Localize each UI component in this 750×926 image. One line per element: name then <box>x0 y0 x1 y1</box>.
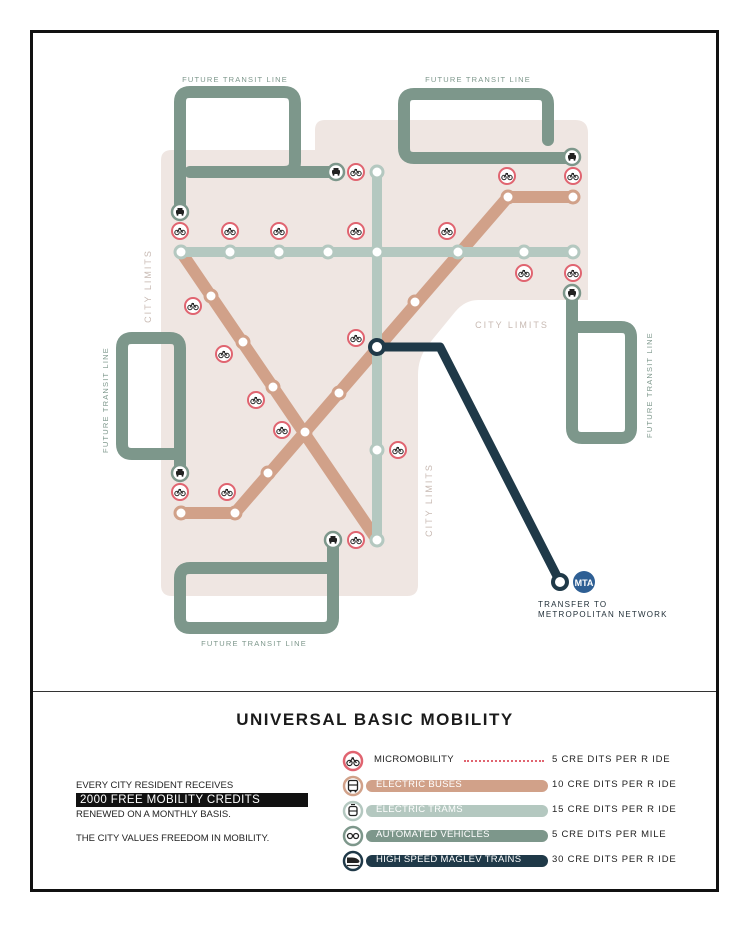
bike-icon <box>172 484 188 500</box>
bike-icon <box>348 223 364 239</box>
legend-row-micromobility <box>342 750 682 772</box>
tram-station <box>273 246 285 258</box>
future-line-label-top-right: FUTURE TRANSIT LINE <box>425 75 531 84</box>
bike-icon <box>271 223 287 239</box>
legend-cost-label: 30 CRE DITS PER R IDE <box>552 854 677 865</box>
car-icon <box>172 204 188 220</box>
bus-station <box>299 426 311 438</box>
bus-station <box>409 296 421 308</box>
tram-station <box>322 246 334 258</box>
city-limits-label-left: CITY LIMITS <box>143 249 153 323</box>
bus-station <box>205 290 217 302</box>
legend-mode-label: MICROMOBILITY <box>374 754 454 765</box>
bike-icon <box>348 330 364 346</box>
legend-row-automated-vehicles <box>342 825 682 847</box>
legend <box>342 750 682 880</box>
legend-micromobility-dots <box>464 760 544 762</box>
bike-icon <box>348 532 364 548</box>
transfer-label-line1: TRANSFER TO <box>538 600 608 609</box>
bus-station <box>333 387 345 399</box>
legend-cost-label: 10 CRE DITS PER R IDE <box>552 779 677 790</box>
future-loop-right <box>572 295 631 438</box>
legend-mode-label: ELECTRIC BUSES <box>376 779 463 790</box>
bus-station <box>267 381 279 393</box>
future-line-label-top-left: FUTURE TRANSIT LINE <box>182 75 288 84</box>
mta-badge-label: MTA <box>574 578 594 588</box>
maglev-train-icon <box>342 850 364 872</box>
tram-station <box>371 246 383 258</box>
bus-station <box>567 191 579 203</box>
bus-station <box>237 336 249 348</box>
future-line-label-right: FUTURE TRANSIT LINE <box>645 332 654 438</box>
bike-icon <box>248 392 264 408</box>
tram-station <box>175 246 187 258</box>
bike-icon <box>565 265 581 281</box>
intro-text <box>76 780 316 845</box>
tram-station <box>567 246 579 258</box>
section-divider <box>33 691 716 692</box>
bus-station <box>262 467 274 479</box>
future-line-label-left: FUTURE TRANSIT LINE <box>101 347 110 453</box>
bike-icon <box>342 750 364 772</box>
legend-cost-label: 15 CRE DITS PER R IDE <box>552 804 677 815</box>
legend-mode-label: HIGH SPEED MAGLEV TRAINS <box>376 854 522 865</box>
intro-line-3: THE CITY VALUES FREEDOM IN MOBILITY. <box>76 833 270 844</box>
car-icon <box>325 532 341 548</box>
bike-icon <box>274 422 290 438</box>
tram-station <box>452 246 464 258</box>
tram-station <box>371 444 383 456</box>
bike-icon <box>348 164 364 180</box>
city-limits-label-right: CITY LIMITS <box>475 320 549 330</box>
legend-cost-label: 5 CRE DITS PER MILE <box>552 829 667 840</box>
intro-line-1: EVERY CITY RESIDENT RECEIVES <box>76 780 234 791</box>
maglev-station-hub <box>370 340 384 354</box>
legend-row-electric-trams <box>342 800 682 822</box>
tram-station <box>518 246 530 258</box>
bike-icon <box>219 484 235 500</box>
transfer-label-line2: METROPOLITAN NETWORK <box>538 610 668 619</box>
bus-icon <box>342 775 364 797</box>
tram-station <box>371 534 383 546</box>
page-title: UNIVERSAL BASIC MOBILITY <box>236 710 514 729</box>
bus-station <box>502 191 514 203</box>
tram-icon <box>342 800 364 822</box>
bus-station <box>229 507 241 519</box>
maglev-station-transfer <box>553 575 567 589</box>
bike-icon <box>565 168 581 184</box>
intro-line-2: RENEWED ON A MONTHLY BASIS. <box>76 809 231 820</box>
car-icon <box>564 149 580 165</box>
intro-spacer <box>76 821 316 833</box>
bus-station <box>175 507 187 519</box>
car-icon <box>342 825 364 847</box>
car-icon <box>172 465 188 481</box>
car-icon <box>564 285 580 301</box>
bike-icon <box>216 346 232 362</box>
bike-icon <box>499 168 515 184</box>
bike-icon <box>185 298 201 314</box>
legend-mode-label: AUTOMATED VEHICLES <box>376 829 490 840</box>
legend-cost-label: 5 CRE DITS PER R IDE <box>552 754 671 765</box>
bike-icon <box>390 442 406 458</box>
bike-icon <box>222 223 238 239</box>
legend-row-electric-buses <box>342 775 682 797</box>
tram-station <box>371 166 383 178</box>
future-line-label-bottom: FUTURE TRANSIT LINE <box>201 639 307 648</box>
bike-icon <box>172 223 188 239</box>
city-limits-label-center: CITY LIMITS <box>424 463 434 537</box>
legend-row-maglev <box>342 850 682 872</box>
tram-station <box>224 246 236 258</box>
bike-icon <box>439 223 455 239</box>
intro-highlight: 2000 FREE MOBILITY CREDITS <box>76 793 308 807</box>
legend-mode-label: ELECTRIC TRAMS <box>376 804 463 815</box>
bike-icon <box>516 265 532 281</box>
car-icon <box>328 164 344 180</box>
